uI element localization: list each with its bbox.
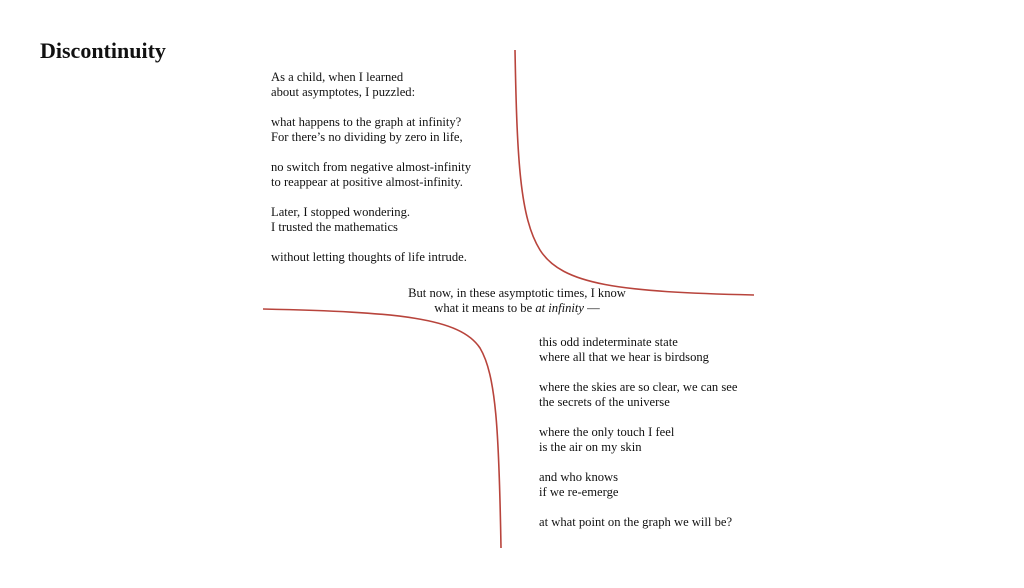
poem-line: Later, I stopped wondering.: [271, 205, 411, 219]
poem-line: is the air on my skin: [539, 440, 642, 454]
poem-line: at what point on the graph we will be?: [539, 515, 733, 529]
stanza-7: [539, 380, 737, 410]
poem-line: and who knows: [539, 470, 619, 484]
poem-line: For there’s no dividing by zero in life,: [271, 130, 463, 144]
poem-line: the secrets of the universe: [539, 395, 670, 409]
poem-line: no switch from negative almost-infinity: [271, 160, 472, 174]
poem-line: As a child, when I learned: [271, 70, 404, 84]
poem-line: I trusted the mathematics: [271, 220, 398, 234]
hyperbola-lower-branch: [263, 309, 501, 548]
turn-text-after: —: [583, 301, 600, 315]
poem-line: where the only touch I feel: [539, 425, 675, 439]
stanza-9: [539, 470, 618, 500]
turn-text-before: what it means to be: [434, 301, 536, 315]
poem-line: where all that we hear is birdsong: [539, 350, 709, 364]
stanza-8: [539, 425, 674, 455]
stanza-turn: [340, 286, 694, 316]
stanza-2: [271, 115, 463, 145]
stanza-6: [539, 335, 709, 365]
stanza-4: [271, 205, 410, 235]
poem-line: what happens to the graph at infinity?: [271, 115, 462, 129]
poem-line: where the skies are so clear, we can see: [539, 380, 738, 394]
poem-line: about asymptotes, I puzzled:: [271, 85, 416, 99]
stanza-5: [271, 250, 467, 265]
poem-line: to reappear at positive almost-infinity.: [271, 175, 463, 189]
turn-text-italic: at infinity: [535, 301, 584, 315]
poem-line: if we re-emerge: [539, 485, 619, 499]
poem-line: this odd indeterminate state: [539, 335, 678, 349]
poem-line: without letting thoughts of life intrude.: [271, 250, 467, 264]
poem-line-at-infinity: [340, 301, 694, 316]
hyperbola-upper-branch: [515, 50, 754, 295]
stanza-10: [539, 515, 732, 530]
poem-line: But now, in these asymptotic times, I know: [408, 286, 626, 300]
poem-title: Discontinuity: [40, 38, 166, 63]
stanza-1: [271, 70, 415, 100]
stanza-3: [271, 160, 471, 190]
